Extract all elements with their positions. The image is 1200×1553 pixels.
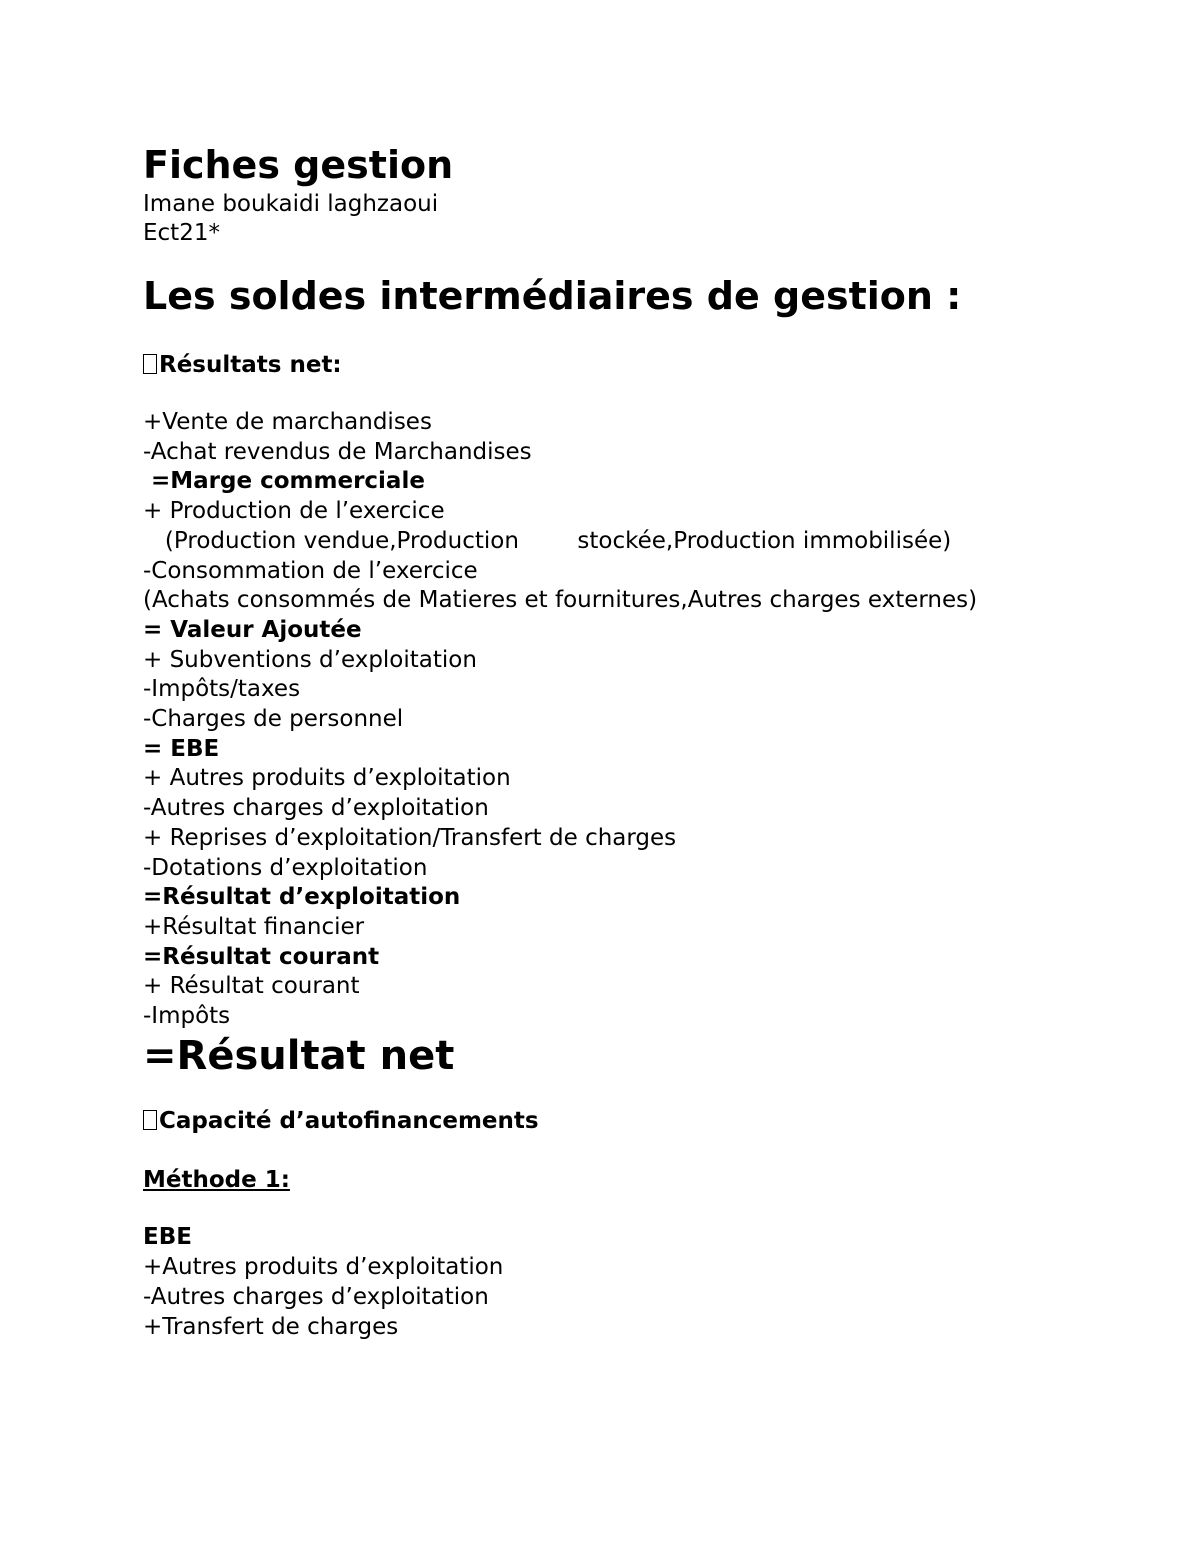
- line-ebe: = EBE: [143, 735, 220, 762]
- line-achat-revendus: -Achat revendus de Marchandises: [143, 438, 532, 465]
- line-reprises: + Reprises d’exploitation/Transfert de charges: [143, 824, 677, 851]
- line-impots-taxes: -Impôts/taxes: [143, 676, 301, 703]
- main-heading: Les soldes intermédiaires de gestion :: [143, 274, 962, 318]
- section-resultat-net-title: Résultats net:: [159, 352, 342, 378]
- line-vente-marchandises: +Vente de marchandises: [143, 409, 432, 435]
- caf-line-transfert-charges: +Transfert de charges: [143, 1313, 399, 1340]
- document-page: [143, 140, 1143, 1342]
- line-resultat-courant: =Résultat courant: [143, 943, 380, 970]
- line-production-exercice: + Production de l’exercice: [143, 498, 445, 525]
- section-caf-title: Capacité d’autofinancements: [159, 1107, 539, 1134]
- section-resultat-net: [143, 350, 1143, 380]
- line-subventions: + Subventions d’exploitation: [143, 646, 477, 673]
- line-resultat-financier: +Résultat financier: [143, 913, 365, 940]
- line-impots: -Impôts: [143, 1003, 231, 1030]
- line-dotations: -Dotations d’exploitation: [143, 854, 428, 881]
- line-autres-charges: -Autres charges d’exploitation: [143, 795, 489, 822]
- line-production-detail: (Production vendue,Production stockée,Production immobilisée): [143, 527, 952, 554]
- line-charges-personnel: -Charges de personnel: [143, 706, 404, 733]
- checkbox-bullet-icon: [143, 1110, 157, 1130]
- checkbox-bullet-icon: [143, 354, 157, 374]
- class-code: Ect21*: [143, 220, 220, 246]
- caf-line-autres-charges: -Autres charges d’exploitation: [143, 1283, 489, 1310]
- method-label: Méthode 1:: [143, 1166, 290, 1193]
- document-title: Fiches gestion: [143, 143, 454, 187]
- caf-line-ebe: EBE: [143, 1224, 192, 1251]
- section-caf: [143, 1106, 1143, 1136]
- line-resultat-exploitation: =Résultat d’exploitation: [143, 884, 461, 911]
- caf-line-autres-produits: +Autres produits d’exploitation: [143, 1254, 504, 1281]
- line-consommation-exercice: -Consommation de l’exercice: [143, 557, 478, 584]
- line-autres-produits: + Autres produits d’exploitation: [143, 765, 511, 792]
- line-resultat-net: =Résultat net: [143, 1032, 455, 1079]
- line-marge-commerciale: =Marge commerciale: [143, 468, 425, 495]
- line-consommation-detail: (Achats consommés de Matieres et fournitures,Autres charges externes): [143, 587, 978, 614]
- line-valeur-ajoutee: = Valeur Ajoutée: [143, 616, 362, 643]
- author-name: Imane boukaidi laghzaoui: [143, 191, 439, 217]
- line-plus-resultat-courant: + Résultat courant: [143, 973, 360, 1000]
